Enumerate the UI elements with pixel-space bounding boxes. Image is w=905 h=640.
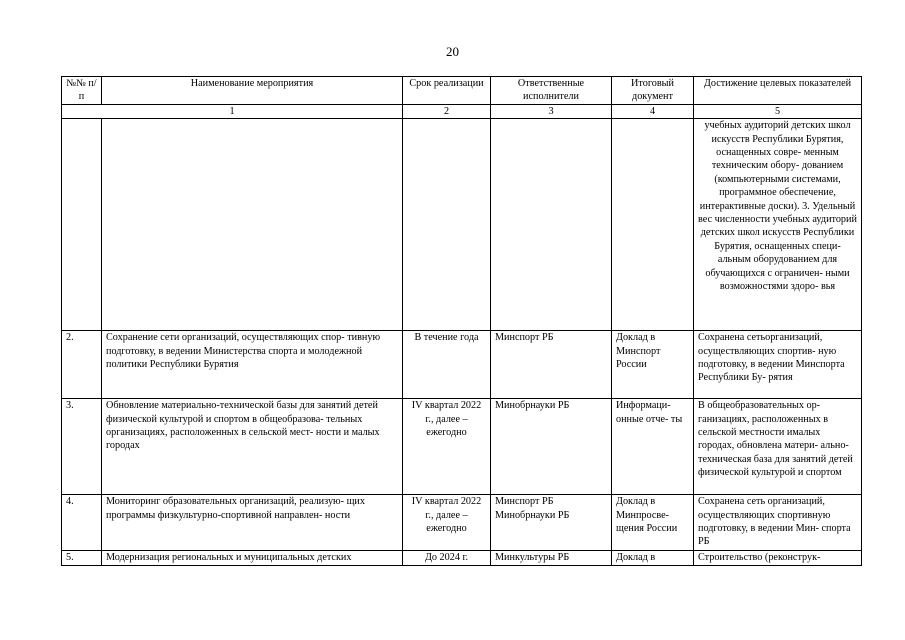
row-name: Сохранение сети организаций, осуществляющих спор- тивную подготовку, в ведении Министерства спорта и молодежной политики Республики Бурятия [102, 331, 403, 399]
column-number: 2 [403, 104, 491, 118]
row-term: IV квартал 2022 г., далее – ежегодно [403, 495, 491, 551]
row-result: Сохранена сетьорганизаций, осуществляющих спортив- ную подготовку, в ведении Минспорта Республики Бу- рятия [694, 331, 862, 399]
header-document: Итоговый документ [612, 77, 694, 105]
row-term: В течение года [403, 331, 491, 399]
row-document: Доклад в [612, 551, 694, 565]
row-executors [491, 119, 612, 331]
row-document [612, 119, 694, 331]
table-row [62, 551, 862, 565]
row-executors: Минспорт РБ [491, 331, 612, 399]
header-executors: Ответственные исполнители [491, 77, 612, 105]
column-number: 1 [62, 104, 403, 118]
row-num: 5. [62, 551, 102, 565]
row-result: Строительство (реконструк- [694, 551, 862, 565]
row-result: учебных аудиторий детских школ искусств Республики Бурятия, оснащенных совре- менным техническим обору- дованием (компьютерными системами, программное обеспечение, интерактивные доски). 3. Удельный вес численности учебных аудиторий детских школ искусств Республики Бурятия, оснащенных специ- альным оборудованием для обучающихся с ограничен- ными возможностями здоро- вья [694, 119, 862, 331]
row-name [102, 119, 403, 331]
column-numbers-row [62, 104, 862, 118]
row-executors: Минобрнауки РБ [491, 399, 612, 495]
row-name: Мониторинг образовательных организаций, реализую- щих программы физкультурно-спортивной направлен- ности [102, 495, 403, 551]
row-num: 4. [62, 495, 102, 551]
column-number: 4 [612, 104, 694, 118]
row-num: 3. [62, 399, 102, 495]
column-number: 3 [491, 104, 612, 118]
row-executors: Минкультуры РБ [491, 551, 612, 565]
table-header-row [62, 77, 862, 105]
row-num [62, 119, 102, 331]
row-document: Доклад в Минпросве- щения России [612, 495, 694, 551]
table-row [62, 119, 862, 331]
row-name: Обновление материально-технической базы для занятий детей физической культурой и спортом в общеобразова- тельных организациях, расположенных в сельской мест- ности и малых городах [102, 399, 403, 495]
header-num: №№ п/п [62, 77, 102, 105]
row-document: Информаци- онные отче- ты [612, 399, 694, 495]
row-term: До 2024 г. [403, 551, 491, 565]
table-row [62, 331, 862, 399]
row-result: Сохранена сеть организаций, осуществляющих спортивную подготовку, в ведении Мин- спорта РБ [694, 495, 862, 551]
table-row [62, 495, 862, 551]
header-term: Срок реализации [403, 77, 491, 105]
row-document: Доклад в Минспорт России [612, 331, 694, 399]
row-executors: Минспорт РБ Минобрнауки РБ [491, 495, 612, 551]
header-name: Наименование мероприятия [102, 77, 403, 105]
row-name: Модернизация региональных и муниципальных детских [102, 551, 403, 565]
page-number: 20 [446, 44, 459, 59]
row-term: IV квартал 2022 г., далее – ежегодно [403, 399, 491, 495]
table-row [62, 399, 862, 495]
row-num: 2. [62, 331, 102, 399]
activities-table [61, 76, 862, 566]
column-number: 5 [694, 104, 862, 118]
row-result: В общеобразовательных ор- ганизациях, расположенных в сельской местности ималых городах, обновлена матери- ально-техническая база для занятий детей физической культурой и спортом [694, 399, 862, 495]
header-result: Достижение целевых показателей [694, 77, 862, 105]
row-term [403, 119, 491, 331]
